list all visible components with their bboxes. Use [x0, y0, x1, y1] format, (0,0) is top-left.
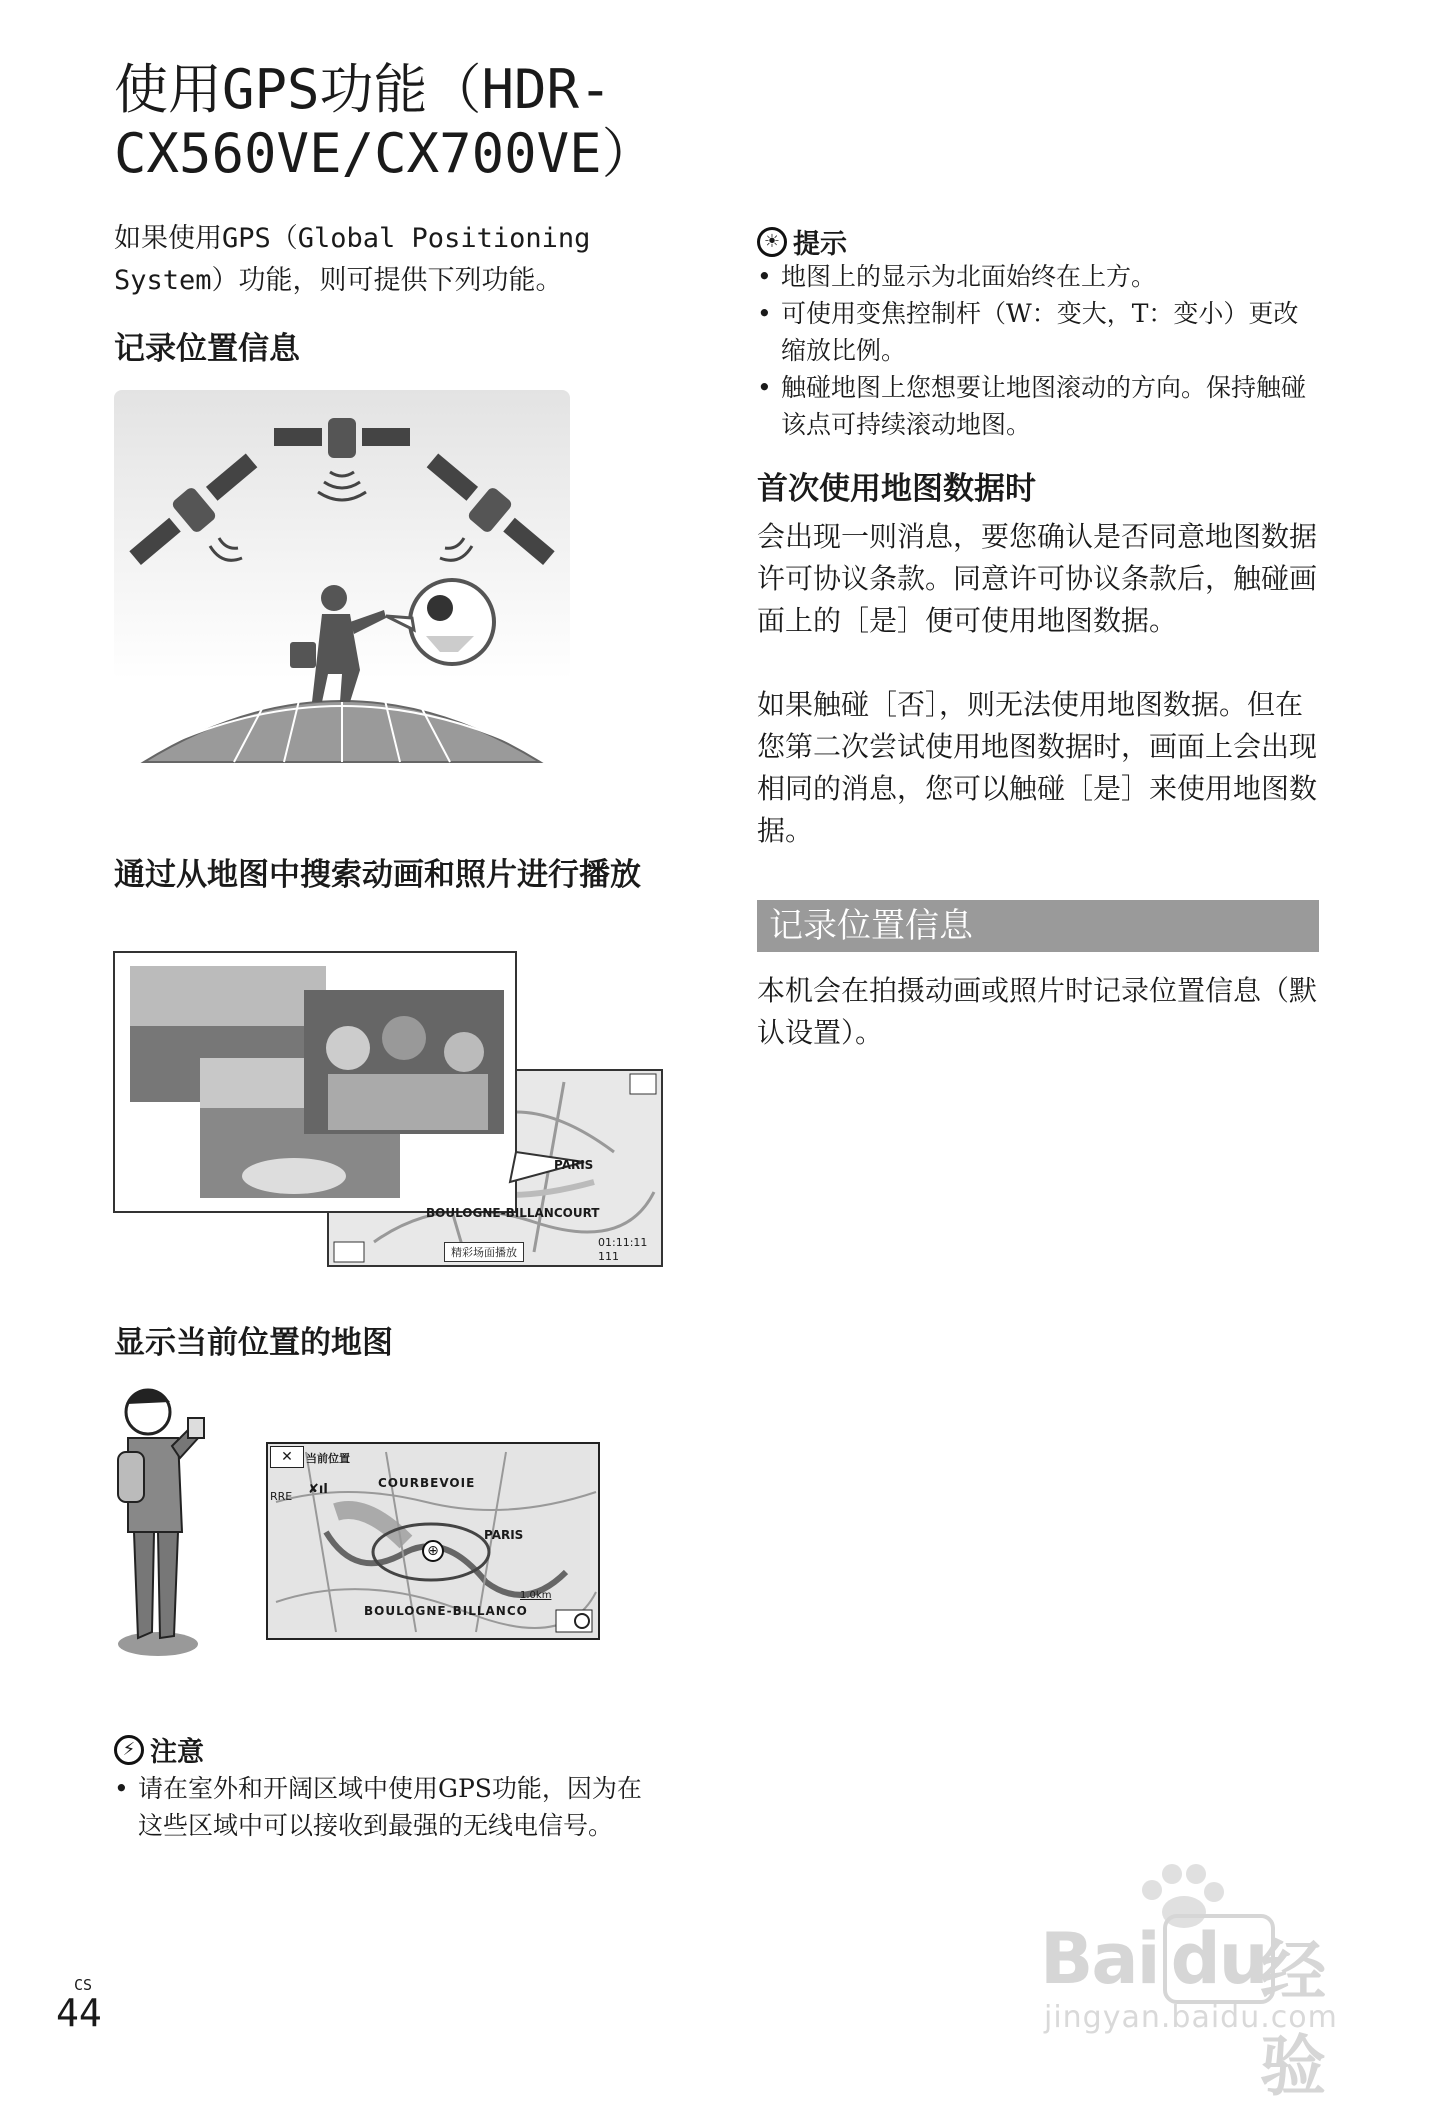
first-use-paragraph-1: 会出现一则消息，要您确认是否同意地图数据许可协议条款。同意许可协议条款后，触碰画面上的［是］便可使用地图数据。 — [757, 520, 1318, 637]
tips-title: 提示 — [793, 229, 847, 260]
map-time: 01:11:11 — [598, 1236, 648, 1249]
gps-signal-icon: ✘ıl — [308, 1482, 328, 1497]
map-label-boulogne: BOULOGNE-BILLANCOURT — [426, 1206, 600, 1220]
watermark-cn: 经验 — [1260, 1933, 1326, 2105]
map-search-illustration — [114, 952, 674, 1272]
tips-heading — [757, 222, 847, 261]
map-label-paris: PARIS — [554, 1158, 594, 1172]
close-button[interactable]: ✕ — [270, 1446, 304, 1468]
watermark-url: jingyan.baidu.com — [1044, 2000, 1338, 2035]
first-use-heading: 首次使用地图数据时 — [757, 471, 1036, 507]
current-location-button[interactable]: 当前位置 — [306, 1452, 350, 1465]
map-scale: 1.0km — [520, 1590, 552, 1601]
lightbulb-icon: ☀ — [757, 227, 787, 257]
feature-current-map-heading: 显示当前位置的地图 — [114, 1325, 393, 1361]
highlight-playback-button[interactable]: 精彩场面播放 — [444, 1242, 524, 1262]
camera-icon — [188, 1418, 204, 1438]
person-with-camera-illustration — [108, 1382, 218, 1662]
map-label-rre: RRE — [270, 1490, 293, 1503]
map-label-paris: PARIS — [484, 1528, 524, 1542]
page-number-value: 44 — [56, 1991, 102, 2035]
list-item: • 触碰地图上您想要让地图滚动的方向。保持触碰该点可持续滚动地图。 — [757, 369, 1319, 443]
section-body: 本机会在拍摄动画或照片时记录位置信息（默认设置）。 — [757, 974, 1318, 1049]
baidu-watermark — [1030, 1860, 1390, 2105]
list-item: • 可使用变焦控制杆（W：变大，T：变小）更改缩放比例。 — [757, 295, 1319, 369]
map-count: 111 — [598, 1250, 619, 1263]
caution-heading — [114, 1730, 204, 1769]
list-item: • 请在室外和开阔区域中使用GPS功能，因为在这些区域中可以接收到最强的无线电信号。 — [114, 1770, 644, 1844]
watermark-brand: Bai du — [1040, 1918, 1275, 2000]
feature-search-heading: 通过从地图中搜索动画和照片进行播放 — [114, 857, 641, 893]
location-pin-icon — [427, 595, 453, 621]
lightning-icon: ⚡ — [114, 1735, 144, 1765]
map-label-boulogne: BOULOGNE-BILLANCO — [364, 1604, 528, 1618]
list-item: • 地图上的显示为北面始终在上方。 — [757, 258, 1319, 295]
page-title: 使用GPS功能（HDR-CX560VE/CX700VE） — [114, 58, 656, 185]
intro-text: 如果使用GPS（Global Positioning System）功能，则可提供下列功能。 — [114, 223, 591, 296]
tips-list — [757, 258, 1319, 443]
first-use-paragraph-2: 如果触碰［否］，则无法使用地图数据。但在您第二次尝试使用地图数据时，画面上会出现相同的消息，您可以触碰［是］来使用地图数据。 — [757, 688, 1318, 847]
caution-list — [114, 1770, 644, 1844]
page-prefix: CS — [74, 1976, 93, 1994]
current-position-icon: ⊕ — [422, 1540, 444, 1562]
section-title-band: 记录位置信息 — [757, 900, 1319, 952]
feature-record-heading: 记录位置信息 — [114, 331, 300, 367]
map-label-courbevoie: COURBEVOIE — [378, 1476, 476, 1490]
current-location-map — [266, 1442, 600, 1640]
caution-title: 注意 — [150, 1737, 204, 1768]
satellite-illustration — [114, 390, 570, 770]
page-number — [56, 1976, 102, 2035]
